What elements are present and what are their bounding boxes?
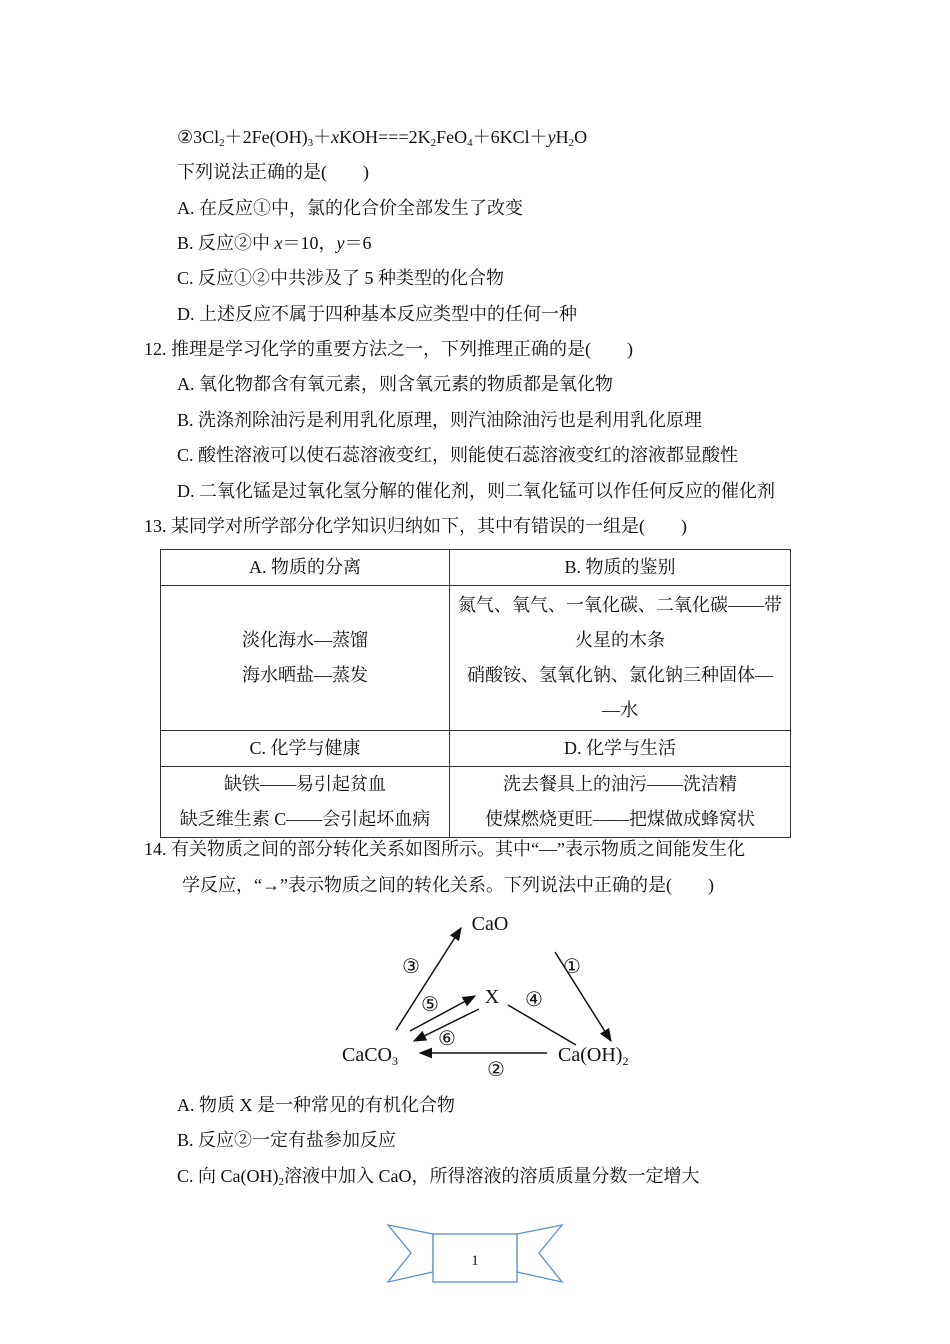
cell-b-head: B. 物质的鉴别	[450, 550, 791, 586]
page-number: 1	[471, 1253, 479, 1269]
conversion-diagram	[330, 905, 660, 1085]
label-2: ②	[487, 1059, 505, 1081]
label-3: ③	[402, 956, 420, 978]
label-4: ④	[525, 989, 543, 1011]
ribbon-left-tail	[388, 1225, 433, 1282]
cell-d-head: D. 化学与生活	[450, 731, 791, 767]
node-caco3: CaCO$_3$	[342, 1044, 398, 1068]
cell-a-head: A. 物质的分离	[161, 550, 450, 586]
q14-stem-line2: 学反应，“→”表示物质之间的转化关系。下列说法中正确的是( )	[182, 875, 714, 895]
node-x: X	[484, 986, 500, 1008]
q11-option-b: B. 反应②中 x＝10，y＝6	[177, 233, 372, 253]
q12-option-a: A. 氧化物都含有氧元素，则含氧元素的物质都是氧化物	[177, 374, 613, 394]
cell-a-body: 淡化海水—蒸馏 海水晒盐—蒸发	[161, 586, 450, 731]
line-x-caoh2	[508, 1005, 576, 1045]
q12-option-d: D. 二氧化锰是过氧化氢分解的催化剂，则二氧化锰可以作任何反应的催化剂	[177, 481, 775, 501]
q13-stem: 13. 某同学对所学部分化学知识归纳如下，其中有错误的一组是( )	[144, 516, 687, 536]
page-number-ribbon	[385, 1220, 565, 1290]
q12-option-c: C. 酸性溶液可以使石蕊溶液变红，则能使石蕊溶液变红的溶液都显酸性	[177, 445, 739, 465]
q11-stem: 下列说法正确的是( )	[177, 162, 369, 182]
q11-option-d: D. 上述反应不属于四种基本反应类型中的任何一种	[177, 304, 577, 324]
q11-equation-2: $②3Cl_2+2Fe(OH)_3+xKOH===2K_2FeO_4+6KCl+yH_2O$	[177, 127, 588, 149]
label-6: ⑥	[438, 1028, 456, 1050]
q14-option-a: A. 物质 X 是一种常见的有机化合物	[177, 1095, 455, 1115]
q14-stem-line1: 14. 有关物质之间的部分转化关系如图所示。其中“—”表示物质之间能发生化	[144, 839, 745, 859]
label-1: ①	[563, 956, 581, 978]
q14-option-b: B. 反应②一定有盐参加反应	[177, 1130, 397, 1150]
node-caoh2: $Ca(OH)_2$	[558, 1044, 629, 1068]
q12-stem: 12. 推理是学习化学的重要方法之一，下列推理正确的是( )	[144, 339, 633, 359]
ribbon-right-tail	[517, 1225, 562, 1282]
knowledge-table	[160, 549, 791, 838]
label-5: ⑤	[421, 994, 439, 1016]
q11-option-a: A. 在反应①中，氯的化合价全部发生了改变	[177, 198, 523, 218]
cell-d-body: 洗去餐具上的油污——洗洁精 使煤燃烧更旺——把煤做成蜂窝状	[450, 767, 791, 838]
q11-option-c: C. 反应①②中共涉及了 5 种类型的化合物	[177, 268, 505, 288]
node-cao: CaO	[471, 913, 509, 935]
q12-option-b: B. 洗涤剂除油污是利用乳化原理，则汽油除油污也是利用乳化原理	[177, 410, 703, 430]
cell-c-head: C. 化学与健康	[161, 731, 450, 767]
q14-option-c: C. 向 $Ca(OH)_2$溶液中加入 CaO，所得溶液的溶质质量分数一定增大	[177, 1166, 700, 1188]
arrow-caco3-to-x	[410, 996, 475, 1031]
cell-c-body: 缺铁——易引起贫血 缺乏维生素 C——会引起坏血病	[161, 767, 450, 838]
cell-b-body: 氮气、氧气、一氧化碳、二氧化碳——带 火星的木条 硝酸铵、氢氧化钠、氯化钠三种固体— —水	[450, 586, 791, 731]
